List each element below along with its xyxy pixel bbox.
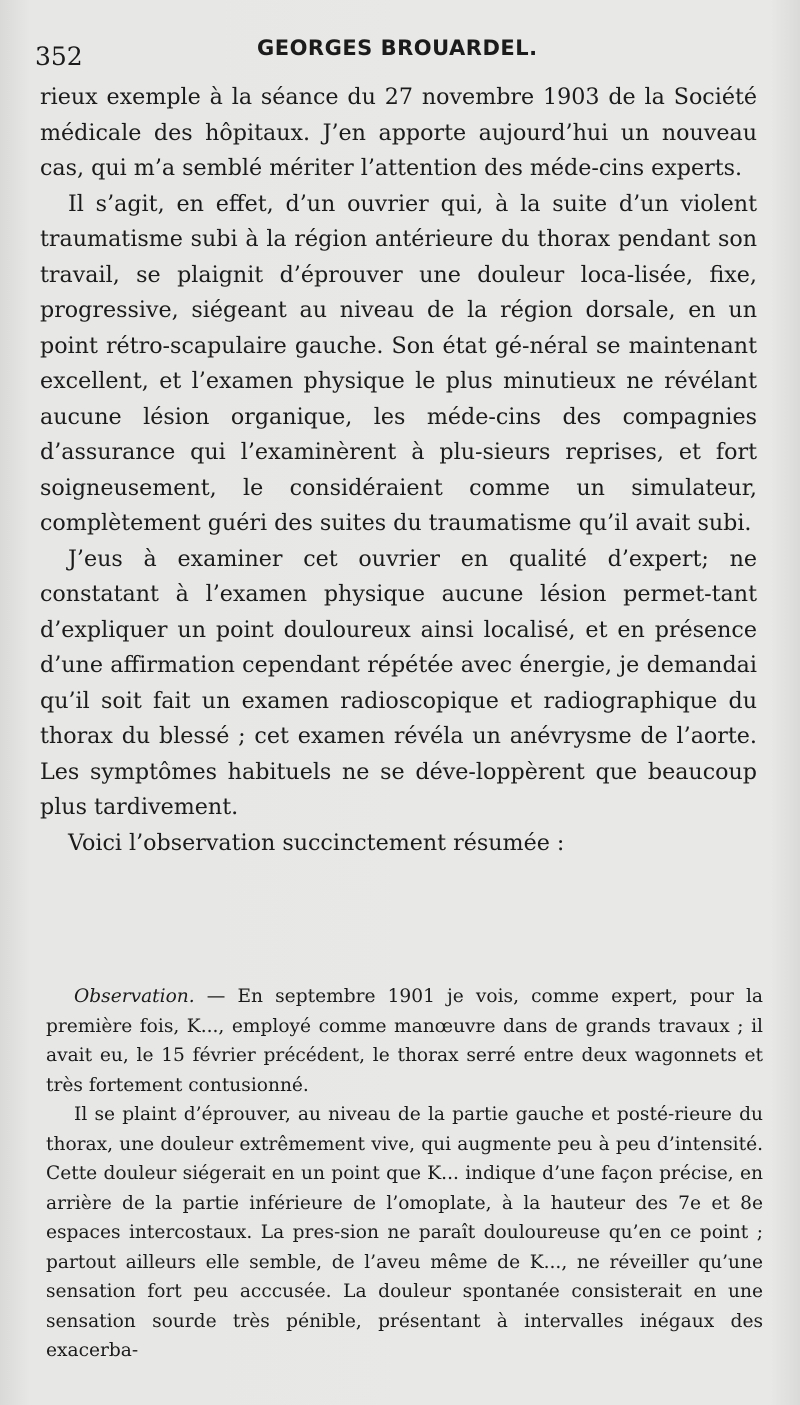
paragraph-2: Il s’agit, en effet, d’un ouvrier qui, à la suite d’un violent traumatisme subi à la région antérieure du thorax pendant son travail, se plaignit d’éprouver une douleur loca-lisée, fixe, progressive, siégeant au niveau de la région dorsale, en un point rétro-scapulaire gauche. Son état gé-néral se maintenant excellent, et l’examen physique le plus minutieux ne révélant aucune lésion organique, les méde-cins des compagnies d’assurance qui l’examinèrent à plu-sieurs reprises, et fort soigneusement, le considéraient comme un simulateur, complètement guéri des suites du traumatisme qu’il avait subi. [40, 190, 757, 536]
page-number: 352 [35, 42, 83, 71]
observation-section [46, 982, 763, 1366]
observation-label: Observation. [74, 986, 195, 1007]
paragraph-4: Voici l’observation succinctement résumée : [68, 829, 565, 856]
running-head [35, 34, 760, 74]
observation-paragraph-1-text: — En septembre 1901 je vois, comme expert, pour la première fois, K..., employé comme manœuvre dans de grands travaux ; il avait eu, le 15 février précédent, le thorax serré entre deux wagonnets et très fortement contusionné. [46, 986, 763, 1096]
running-title: GEORGES BROUARDEL. [257, 36, 538, 60]
paragraph-3: J’eus à examiner cet ouvrier en qualité d’expert; ne constatant à l’examen physique aucune lésion permet-tant d’expliquer un point douloureux ainsi localisé, et en présence d’une affirmation cependant répétée avec énergie, je demandai qu’il soit fait un examen radioscopique et radiographique du thorax du blessé ; cet examen révéla un anévrysme de l’aorte. Les symptômes habituels ne se déve-loppèrent que beaucoup plus tardivement. [40, 545, 757, 820]
main-text [40, 80, 757, 861]
observation-paragraph-1 [46, 982, 763, 1100]
observation-paragraph-2: Il se plaint d’éprouver, au niveau de la partie gauche et posté-rieure du thorax, une douleur extrêmement vive, qui augmente peu à peu d’intensité. Cette douleur siégerait en un point que K... indique d’une façon précise, en arrière de la partie inférieure de l’omoplate, à la hauteur des 7e et 8e espaces intercostaux. La pres-sion ne paraît douloureuse qu’en ce point ; partout ailleurs elle semble, de l’aveu même de K..., ne réveiller qu’une sensation fort peu acccusée. La douleur spontanée consisterait en une sensation sourde très pénible, présentant à intervalles inégaux des exacerba- [46, 1104, 763, 1361]
paragraph-1: rieux exemple à la séance du 27 novembre 1903 de la Société médicale des hôpitaux. J’en apporte aujourd’hui un nouveau cas, qui m’a semblé mériter l’attention des méde-cins experts. [40, 84, 757, 181]
